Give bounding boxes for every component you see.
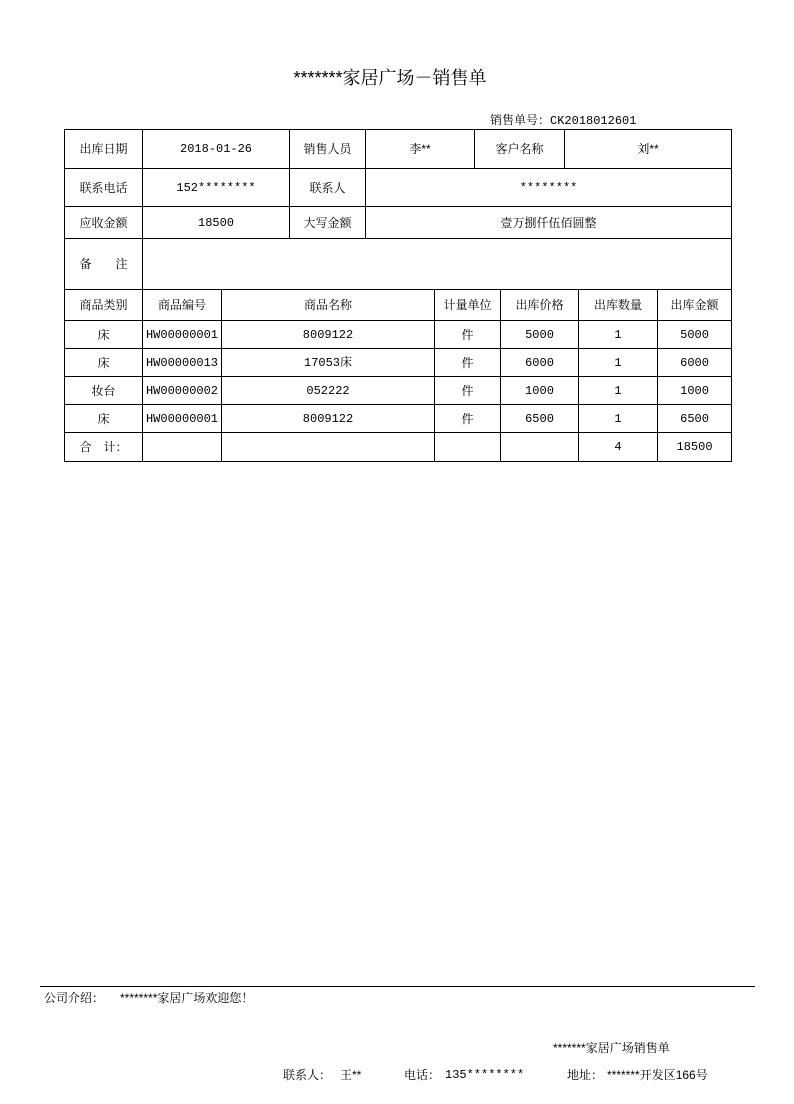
total-row xyxy=(65,433,732,462)
item-unit: 件 xyxy=(435,321,501,349)
customer-value: 刘** xyxy=(565,130,732,169)
total-label: 合 计： xyxy=(65,433,143,462)
amount-in-words-value: 壹万捌仟伍佰圆整 xyxy=(366,207,732,239)
item-qty: 1 xyxy=(579,349,658,377)
footer-contact-label: 联系人： xyxy=(283,1068,332,1082)
item-category: 床 xyxy=(65,321,143,349)
remarks-value xyxy=(143,239,732,290)
remarks-label: 备 注 xyxy=(65,239,143,290)
footer-address-value: *******开发区166号 xyxy=(607,1068,708,1082)
item-category: 床 xyxy=(65,405,143,433)
receivable-value: 18500 xyxy=(143,207,290,239)
item-name: 052222 xyxy=(222,377,435,405)
footer-address-label: 地址： xyxy=(567,1068,604,1082)
column-header-code: 商品编号 xyxy=(143,290,222,321)
receivable-label: 应收金额 xyxy=(65,207,143,239)
amount-in-words-label: 大写金额 xyxy=(290,207,366,239)
items-header-row xyxy=(65,290,732,321)
item-unit: 件 xyxy=(435,377,501,405)
footer-phone-label: 电话： xyxy=(404,1068,441,1082)
footer-divider xyxy=(40,986,755,987)
info-row-phone xyxy=(65,169,732,207)
info-row-amount xyxy=(65,207,732,239)
item-amount: 6500 xyxy=(658,405,732,433)
company-intro-label: 公司介绍： xyxy=(44,991,105,1005)
item-category: 妆台 xyxy=(65,377,143,405)
sales-order-table xyxy=(64,129,732,462)
item-category: 床 xyxy=(65,349,143,377)
item-code: HW00000013 xyxy=(143,349,222,377)
contact-value: ******** xyxy=(366,169,732,207)
column-header-qty: 出库数量 xyxy=(579,290,658,321)
phone-value: 152******** xyxy=(143,169,290,207)
order-number-value: CK2018012601 xyxy=(550,114,637,128)
item-code: HW00000002 xyxy=(143,377,222,405)
document-name: *******家居广场销售单 xyxy=(553,1041,670,1055)
company-intro-text: ********家居广场欢迎您！ xyxy=(120,991,254,1005)
total-amount: 18500 xyxy=(658,433,732,462)
item-price: 5000 xyxy=(501,321,579,349)
item-unit: 件 xyxy=(435,349,501,377)
column-header-name: 商品名称 xyxy=(222,290,435,321)
salesperson-value: 李** xyxy=(366,130,475,169)
out-date-label: 出库日期 xyxy=(65,130,143,169)
item-price: 1000 xyxy=(501,377,579,405)
table-row xyxy=(65,349,732,377)
order-number-label: 销售单号： xyxy=(490,113,551,127)
item-price: 6000 xyxy=(501,349,579,377)
total-qty: 4 xyxy=(579,433,658,462)
salesperson-label: 销售人员 xyxy=(290,130,366,169)
footer-phone-value: 135******** xyxy=(445,1068,525,1082)
item-qty: 1 xyxy=(579,405,658,433)
item-code: HW00000001 xyxy=(143,321,222,349)
page-title: *******家居广场－销售单 xyxy=(293,68,487,88)
item-qty: 1 xyxy=(579,377,658,405)
footer-contact-value: 王** xyxy=(340,1068,362,1082)
total-empty-unit xyxy=(435,433,501,462)
table-row xyxy=(65,377,732,405)
item-qty: 1 xyxy=(579,321,658,349)
info-row-remarks xyxy=(65,239,732,290)
info-row-date xyxy=(65,130,732,169)
item-name: 8009122 xyxy=(222,405,435,433)
table-row xyxy=(65,321,732,349)
table-row xyxy=(65,405,732,433)
contact-label: 联系人 xyxy=(290,169,366,207)
item-name: 17053床 xyxy=(222,349,435,377)
column-header-category: 商品类别 xyxy=(65,290,143,321)
total-empty-name xyxy=(222,433,435,462)
column-header-amount: 出库金额 xyxy=(658,290,732,321)
item-code: HW00000001 xyxy=(143,405,222,433)
total-empty-code xyxy=(143,433,222,462)
item-unit: 件 xyxy=(435,405,501,433)
customer-label: 客户名称 xyxy=(475,130,565,169)
column-header-price: 出库价格 xyxy=(501,290,579,321)
item-price: 6500 xyxy=(501,405,579,433)
order-number xyxy=(490,113,636,128)
out-date-value: 2018-01-26 xyxy=(143,130,290,169)
item-name: 8009122 xyxy=(222,321,435,349)
total-empty-price xyxy=(501,433,579,462)
item-amount: 6000 xyxy=(658,349,732,377)
item-amount: 5000 xyxy=(658,321,732,349)
column-header-unit: 计量单位 xyxy=(435,290,501,321)
phone-label: 联系电话 xyxy=(65,169,143,207)
item-amount: 1000 xyxy=(658,377,732,405)
